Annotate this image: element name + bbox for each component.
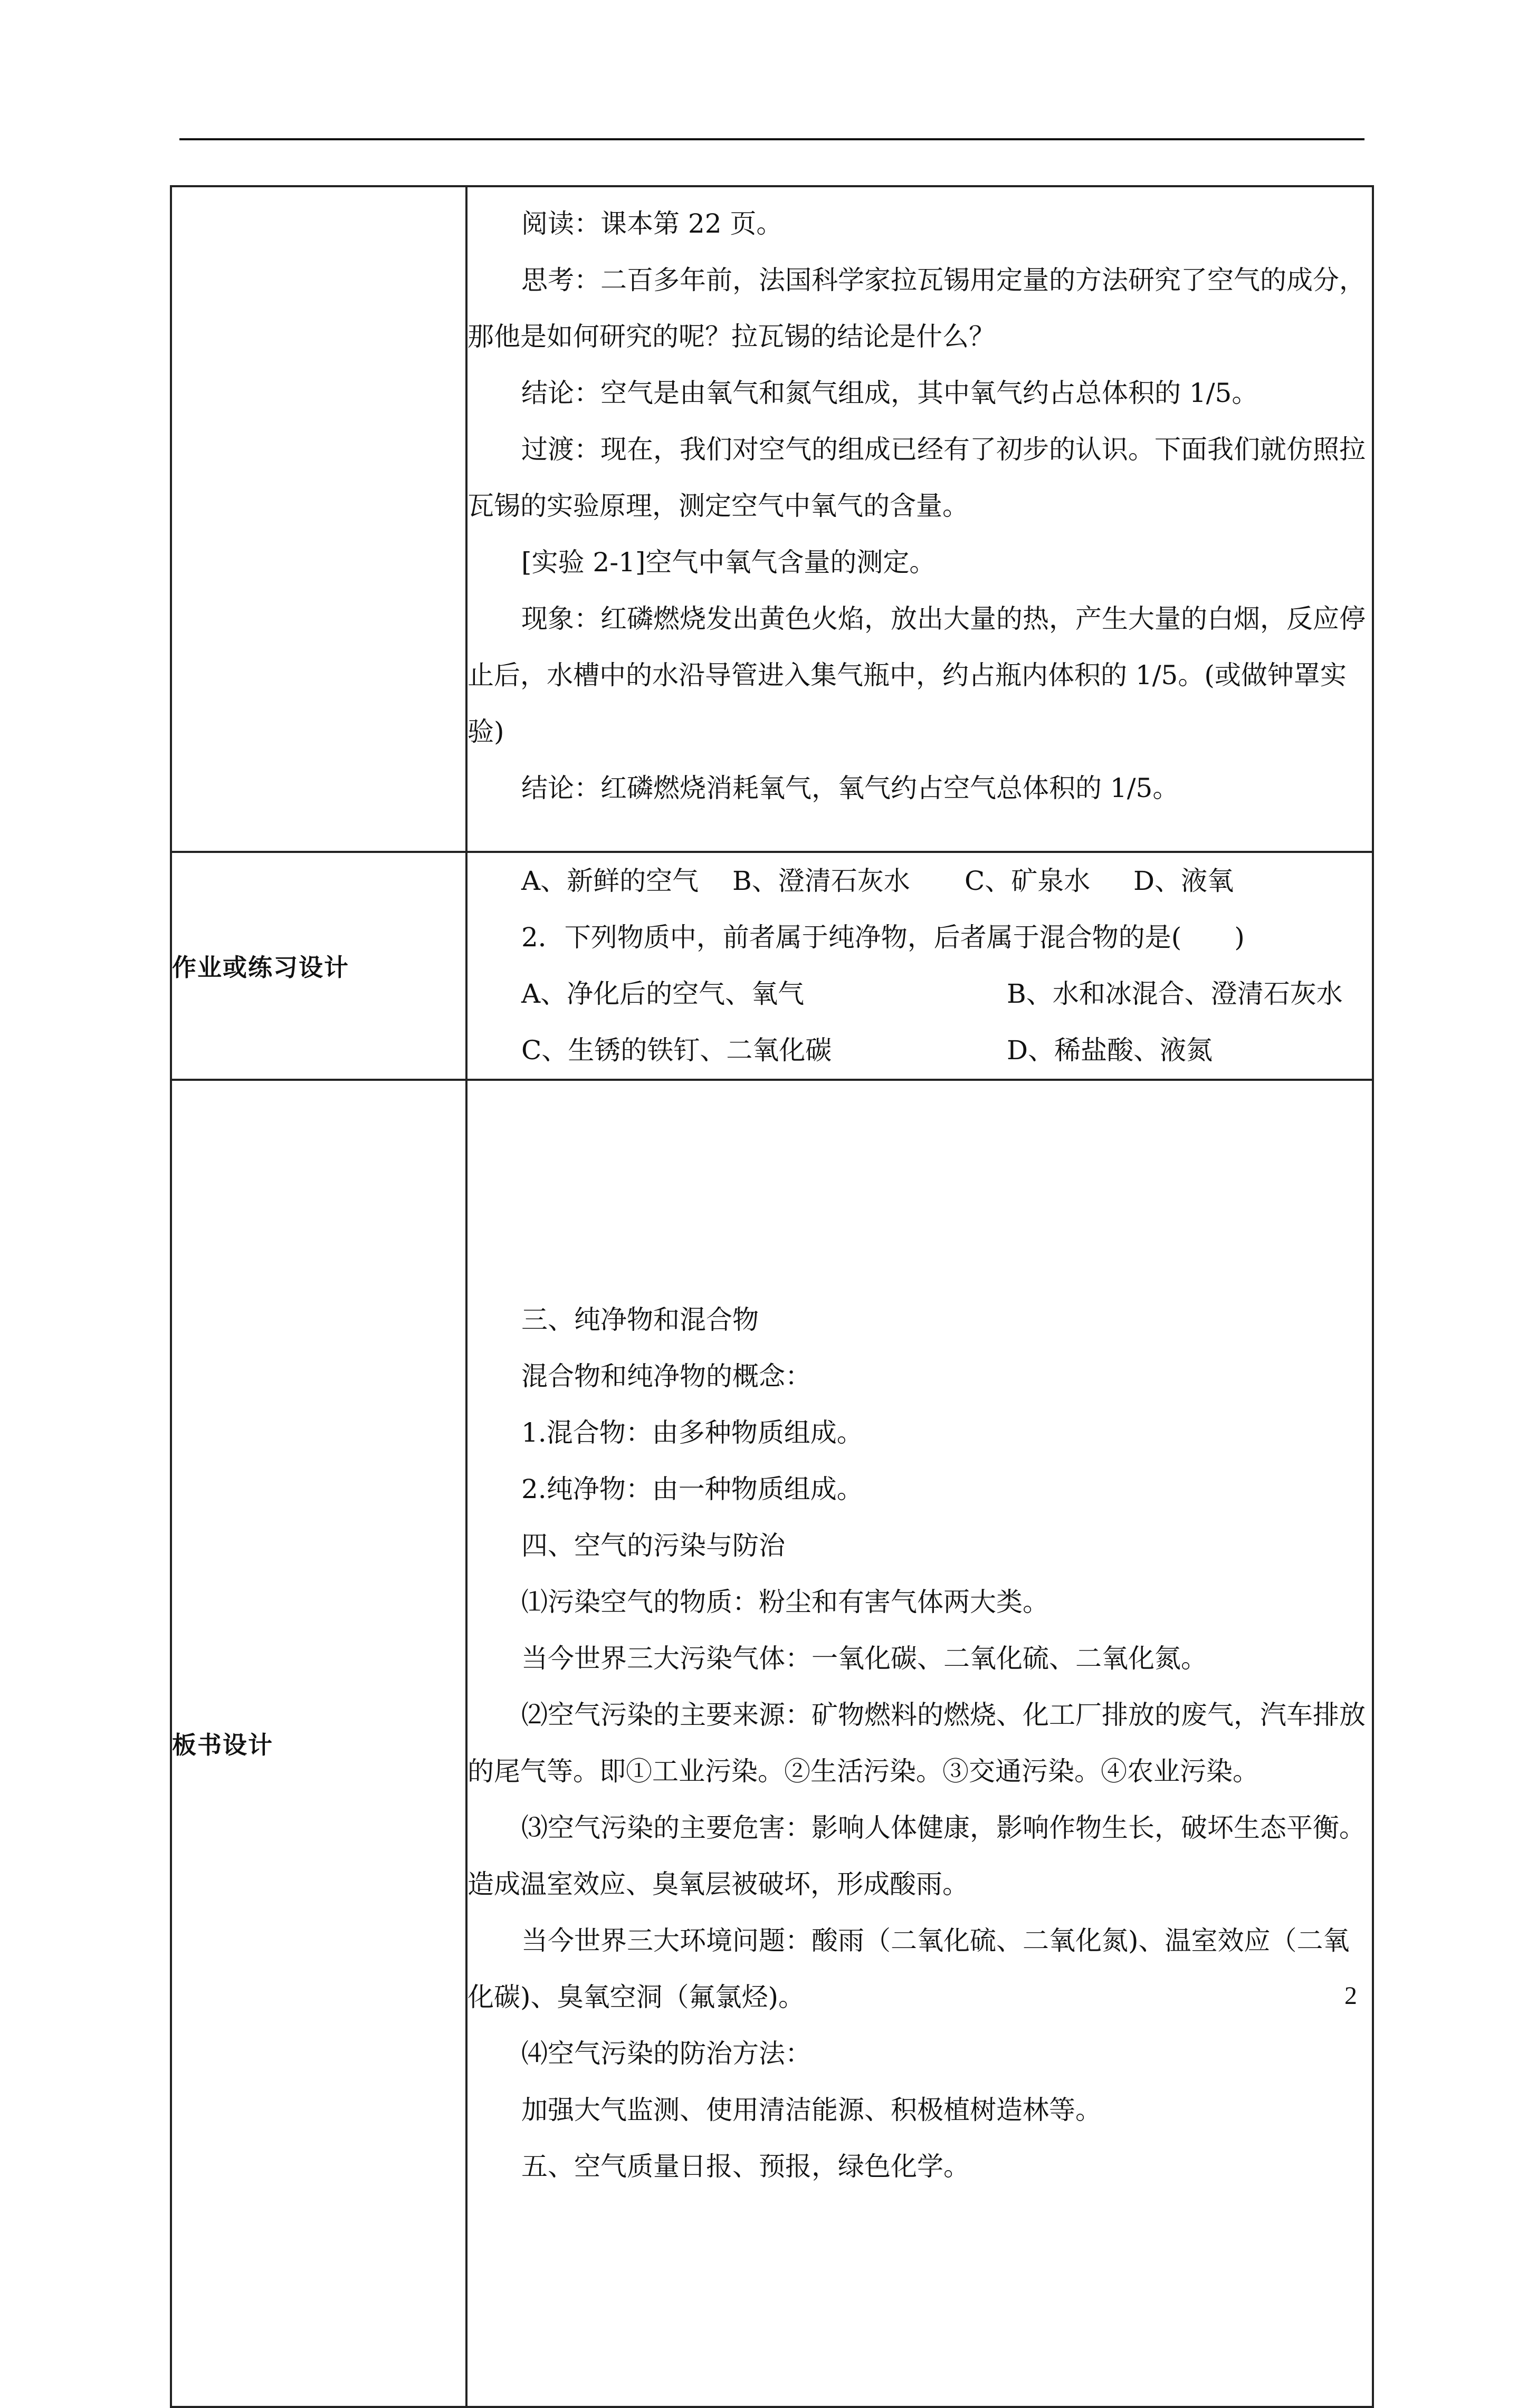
exercise-row xyxy=(171,852,1373,1080)
lesson-plan-table xyxy=(170,185,1374,2408)
board-row xyxy=(171,1080,1373,2407)
reading-content-cell xyxy=(466,186,1373,852)
reading-row xyxy=(171,186,1373,852)
board-content-cell xyxy=(466,1080,1373,2407)
exercise-label-cell xyxy=(171,852,466,1080)
transition-text: 过渡：现在，我们对空气的组成已经有了初步的认识。下面我们就仿照拉瓦锡的实验原理，测定空气中氧气的含量。 xyxy=(467,434,1366,521)
q2-option-d: D、稀盐酸、液氮 xyxy=(1007,1035,1213,1066)
question1-options xyxy=(467,853,1372,909)
board-line: 1.混合物：由多种物质组成。 xyxy=(521,1417,863,1448)
think-question: 思考：二百多年前，法国科学家拉瓦锡用定量的方法研究了空气的成分，那他是如何研究的呢？拉瓦锡的结论是什么？ xyxy=(467,264,1366,352)
board-label-cell xyxy=(171,1080,466,2407)
lavoisier-conclusion: 结论：空气是由氧气和氮气组成，其中氧气约占总体积的 1/5。 xyxy=(521,377,1258,408)
board-line: 加强大气监测、使用清洁能源、积极植树造林等。 xyxy=(521,2095,1102,2125)
reading-instruction: 阅读：课本第 22 页。 xyxy=(521,208,783,239)
page-number: 2 xyxy=(1344,1982,1357,2010)
question2-options-ab xyxy=(467,966,1372,1022)
header-rule xyxy=(179,138,1364,140)
board-line: 当今世界三大污染气体：一氧化碳、二氧化硫、二氧化氮。 xyxy=(521,1643,1207,1674)
option-a: A、新鲜的空气 xyxy=(521,866,699,896)
exercise-content-cell xyxy=(466,852,1373,1080)
board-line: 混合物和纯净物的概念： xyxy=(521,1361,812,1392)
exercise-label: 作业或练习设计 xyxy=(172,953,349,982)
question2-options-cd xyxy=(467,1022,1372,1079)
board-line: 当今世界三大环境问题：酸雨（二氧化硫、二氧化氮)、温室效应（二氧化碳)、臭氧空洞（氟氯烃)。 xyxy=(467,1925,1350,2012)
q2-option-c: C、生锈的铁钉、二氧化碳 xyxy=(521,1035,832,1066)
option-c: C、矿泉水 xyxy=(965,866,1091,896)
question2-text: 2．下列物质中，前者属于纯净物，后者属于混合物的是( ) xyxy=(521,922,1245,953)
board-line: 三、纯净物和混合物 xyxy=(521,1304,759,1335)
board-line: 四、空气的污染与防治 xyxy=(521,1530,785,1561)
reading-label-cell xyxy=(171,186,466,852)
board-line: 2.纯净物：由一种物质组成。 xyxy=(521,1474,863,1504)
board-label: 板书设计 xyxy=(172,1731,273,1759)
board-line: ⑷空气污染的防治方法： xyxy=(521,2038,812,2069)
board-line: ⑴污染空气的物质：粉尘和有害气体两大类。 xyxy=(521,1587,1049,1617)
phenomenon-text: 现象：红磷燃烧发出黄色火焰，放出大量的热，产生大量的白烟，反应停止后，水槽中的水沿导管进入集气瓶中，约占瓶内体积的 1/5。(或做钟罩实验) xyxy=(467,603,1366,747)
board-line: ⑵空气污染的主要来源：矿物燃料的燃烧、化工厂排放的废气，汽车排放的尾气等。即①工业污染。②生活污染。③交通污染。④农业污染。 xyxy=(467,1700,1366,1787)
experiment-title: [实验 2-1]空气中氧气含量的测定。 xyxy=(521,546,936,578)
board-line: ⑶空气污染的主要危害：影响人体健康，影响作物生长，破坏生态平衡。造成温室效应、臭氧层被破坏，形成酸雨。 xyxy=(467,1812,1366,1899)
option-d: D、液氧 xyxy=(1133,866,1234,896)
option-b: B、澄清石灰水 xyxy=(732,866,910,896)
experiment-conclusion: 结论：红磷燃烧消耗氧气，氧气约占空气总体积的 1/5。 xyxy=(521,772,1179,803)
q2-option-a: A、净化后的空气、氧气 xyxy=(521,978,805,1009)
q2-option-b: B、水和冰混合、澄清石灰水 xyxy=(1007,978,1343,1009)
board-line: 五、空气质量日报、预报，绿色化学。 xyxy=(521,2151,970,2182)
